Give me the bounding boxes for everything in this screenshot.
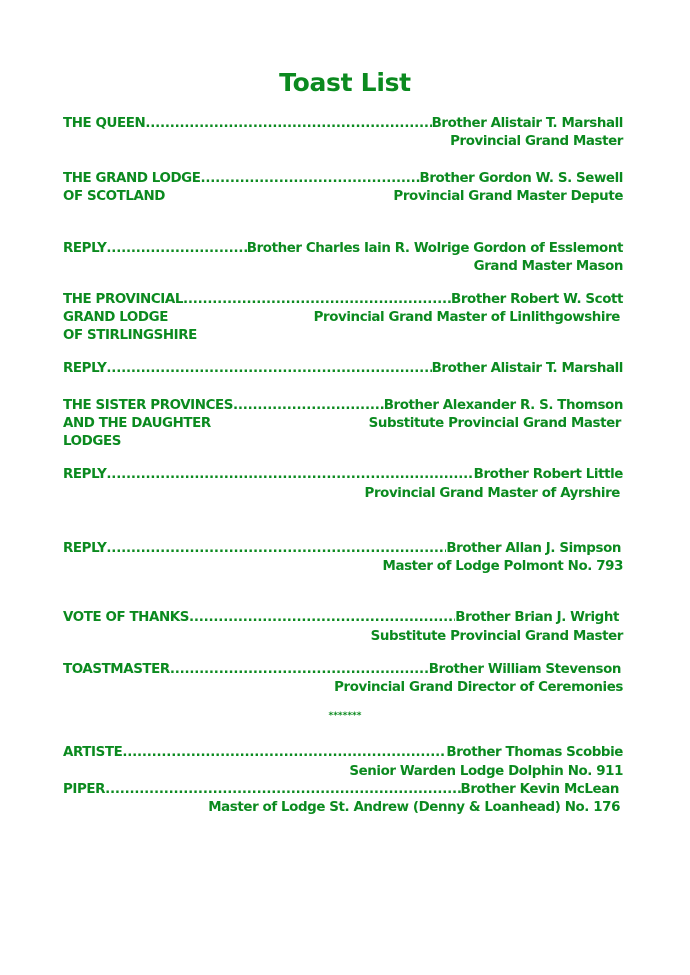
speaker-name: Brother Robert W. Scott [451,292,623,307]
toast-row [63,466,623,484]
speaker-name: Brother Robert Little [473,467,623,482]
toast-name: REPLY [63,241,107,256]
speaker-role: Provincial Grand Master of Linlithgowshire [313,310,620,325]
speaker-name: Brother Alexander R. S. Thomson [383,398,623,413]
toast-name-continued: OF SCOTLAND [63,189,165,204]
speaker-name: Brother Gordon W. S. Sewell [419,171,623,186]
speaker-name: Brother Alistair T. Marshall [431,361,623,376]
speaker-role: Master of Lodge Polmont No. 793 [382,559,623,574]
toast-row [63,115,623,133]
toast-row-continued [63,188,623,206]
speaker-name: Brother Alistair T. Marshall [431,116,623,131]
leader-dots [189,609,455,627]
performer-name: Brother Thomas Scobbie [446,745,623,760]
toast-name: THE QUEEN [63,116,146,131]
speaker-role: Substitute Provincial Grand Master [370,629,623,644]
toast-row [63,397,623,415]
leader-dots [106,540,446,558]
leader-dots [105,781,460,799]
leader-dots [106,360,431,378]
leader-dots [106,240,246,258]
toast-name-continued: OF STIRLINGSHIRE [63,328,197,343]
performer-name: Brother Kevin McLean [460,782,619,797]
speaker-role: Provincial Grand Director of Ceremonies [334,680,623,695]
toast-row [63,291,623,309]
act-name: PIPER [63,782,106,797]
toast-row [63,240,623,258]
speaker-name: Brother Allan J. Simpson [446,541,621,556]
toast-name: VOTE OF THANKS [63,610,189,625]
page-title: Toast List [279,68,411,97]
speaker-name: Brother Brian J. Wright [455,610,619,625]
toast-row [63,661,623,679]
leader-dots [170,661,429,679]
toast-name: THE GRAND LODGE [63,171,201,186]
speaker-role: Substitute Provincial Grand Master [368,416,621,431]
entertainment-row [63,744,623,762]
toast-row [63,170,623,188]
speaker-role: Provincial Grand Master [450,134,623,149]
toast-row [63,360,623,378]
performer-role: Master of Lodge St. Andrew (Denny & Loanhead) No. 176 [208,800,620,815]
leader-dots [183,291,451,309]
entertainment-row [63,781,623,799]
toast-name: REPLY [63,361,107,376]
leader-dots [106,466,473,484]
toast-name-continued: LODGES [63,434,121,449]
section-separator: ******* [328,711,362,721]
toast-name-continued: GRAND LODGE [63,310,168,325]
speaker-role: Provincial Grand Master of Ayrshire [364,486,620,501]
toast-name: REPLY [63,541,107,556]
performer-role: Senior Warden Lodge Dolphin No. 911 [349,764,623,779]
act-name: ARTISTE [63,745,123,760]
toast-name: REPLY [63,467,107,482]
speaker-name: Brother William Stevenson [428,662,621,677]
speaker-name: Brother Charles Iain R. Wolrige Gordon of Esslemont [246,241,623,256]
toast-row [63,609,623,627]
leader-dots [145,115,431,133]
toast-row-continued [63,309,623,327]
speaker-role: Provincial Grand Master Depute [393,189,623,204]
toast-name: THE SISTER PROVINCES [63,398,233,413]
speaker-role: Grand Master Mason [473,259,623,274]
toast-row-continued [63,415,623,433]
toast-name: TOASTMASTER [63,662,170,677]
leader-dots [201,170,420,188]
leader-dots [233,397,384,415]
toast-row [63,540,623,558]
toast-name-continued: AND THE DAUGHTER [63,416,211,431]
leader-dots [122,744,446,762]
toast-name: THE PROVINCIAL [63,292,183,307]
